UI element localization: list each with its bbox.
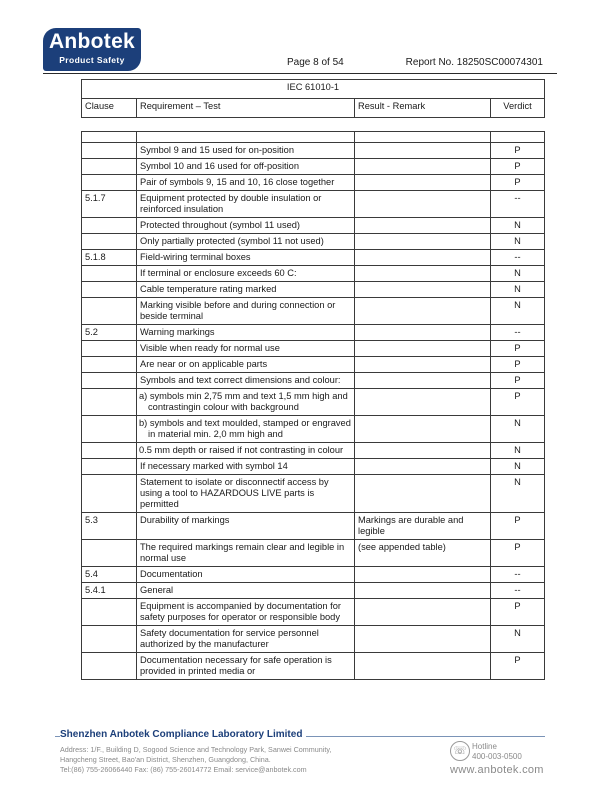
requirements-table (81, 131, 545, 680)
requirement-cell: a) symbols min 2,75 mm and text 1,5 mm high and contrastingin colour with background (137, 389, 355, 416)
clause-cell: 5.2 (82, 325, 137, 341)
table-row (82, 341, 545, 357)
result-cell (355, 325, 491, 341)
requirement-cell: Durability of markings (137, 513, 355, 540)
verdict-cell: N (491, 218, 545, 234)
requirement-cell: Protected throughout (symbol 11 used) (137, 218, 355, 234)
logo-tagline: Product Safety (59, 55, 125, 65)
logo-brand: Anbotek (48, 30, 136, 53)
requirement-cell: Symbol 10 and 16 used for off-position (137, 159, 355, 175)
requirement-cell: 0.5 mm depth or raised if not contrasting in colour (137, 443, 355, 459)
verdict-cell: N (491, 266, 545, 282)
clause-cell (82, 143, 137, 159)
column-header-clause: Clause (82, 99, 137, 118)
clause-cell (82, 159, 137, 175)
verdict-cell: P (491, 540, 545, 567)
requirement-cell: Documentation necessary for safe operation is provided in printed media or (137, 653, 355, 680)
table-row (82, 266, 545, 282)
table-row (82, 653, 545, 680)
clause-cell (82, 266, 137, 282)
table-row (82, 250, 545, 266)
clause-cell (82, 599, 137, 626)
requirement-cell: If necessary marked with symbol 14 (137, 459, 355, 475)
clause-cell: 5.4 (82, 567, 137, 583)
standard-title: IEC 61010-1 (82, 80, 545, 99)
verdict-cell: P (491, 389, 545, 416)
table-row (82, 389, 545, 416)
requirement-cell: Safety documentation for service personnel authorized by the manufacturer (137, 626, 355, 653)
clause-cell (82, 416, 137, 443)
requirement-cell: Cable temperature rating marked (137, 282, 355, 298)
requirement-cell: b) symbols and text moulded, stamped or engraved in material min. 2,0 mm high and (137, 416, 355, 443)
result-cell (355, 599, 491, 626)
address-line-1: Address: 1/F., Building D, Sogood Science and Technology Park, Sanwei Community, (60, 745, 332, 754)
phone-icon: ☏ (450, 741, 470, 761)
clause-cell (82, 282, 137, 298)
result-cell (355, 132, 491, 143)
verdict-cell: -- (491, 250, 545, 266)
table-row (82, 583, 545, 599)
header-divider (43, 73, 557, 74)
clause-cell (82, 540, 137, 567)
result-cell (355, 373, 491, 389)
table-row (82, 132, 545, 143)
verdict-cell: P (491, 175, 545, 191)
clause-cell (82, 298, 137, 325)
result-cell (355, 175, 491, 191)
table-row (82, 599, 545, 626)
requirement-cell: Pair of symbols 9, 15 and 10, 16 close together (137, 175, 355, 191)
verdict-cell: P (491, 599, 545, 626)
result-cell (355, 341, 491, 357)
result-cell (355, 416, 491, 443)
address-line-2: Hangcheng Street, Bao'an District, Shenzhen, Guangdong, China. (60, 755, 271, 764)
column-header-requirement: Requirement – Test (137, 99, 355, 118)
table-row (82, 459, 545, 475)
verdict-cell: P (491, 373, 545, 389)
clause-cell (82, 443, 137, 459)
result-cell (355, 143, 491, 159)
verdict-cell: N (491, 416, 545, 443)
result-cell (355, 459, 491, 475)
verdict-cell: N (491, 475, 545, 513)
column-header-result: Result - Remark (355, 99, 491, 118)
table-row (82, 540, 545, 567)
requirement-cell: If terminal or enclosure exceeds 60 C: (137, 266, 355, 282)
verdict-cell: -- (491, 325, 545, 341)
result-cell (355, 475, 491, 513)
requirement-cell: Marking visible before and during connection or beside terminal (137, 298, 355, 325)
footer-company: Shenzhen Anbotek Compliance Laboratory Limited (60, 729, 306, 740)
result-cell (355, 626, 491, 653)
company-logo (43, 28, 141, 71)
result-cell (355, 389, 491, 416)
result-cell (355, 357, 491, 373)
verdict-cell: -- (491, 567, 545, 583)
result-cell (355, 234, 491, 250)
verdict-cell: N (491, 443, 545, 459)
footer-address (60, 745, 331, 775)
table-row (82, 443, 545, 459)
verdict-cell: N (491, 298, 545, 325)
table-row (82, 475, 545, 513)
verdict-cell: N (491, 459, 545, 475)
footer-website: www.anbotek.com (450, 764, 544, 776)
result-cell (355, 218, 491, 234)
verdict-cell (491, 132, 545, 143)
verdict-cell: P (491, 341, 545, 357)
requirement-cell: Warning markings (137, 325, 355, 341)
result-cell (355, 583, 491, 599)
verdict-cell: -- (491, 191, 545, 218)
result-cell (355, 653, 491, 680)
requirement-cell: Documentation (137, 567, 355, 583)
requirement-cell: General (137, 583, 355, 599)
requirement-cell: Equipment protected by double insulation or reinforced insulation (137, 191, 355, 218)
table-row (82, 175, 545, 191)
contact-line: Tel:(86) 755-26066440 Fax: (86) 755-26014772 Email: service@anbotek.com (60, 765, 307, 774)
verdict-cell: N (491, 234, 545, 250)
table-row (82, 298, 545, 325)
table-row (82, 159, 545, 175)
clause-cell (82, 626, 137, 653)
table-row (82, 282, 545, 298)
clause-cell (82, 373, 137, 389)
table-row (82, 191, 545, 218)
requirement-cell: Symbols and text correct dimensions and colour: (137, 373, 355, 389)
table-row (82, 234, 545, 250)
clause-cell (82, 218, 137, 234)
clause-cell: 5.4.1 (82, 583, 137, 599)
requirement-cell: Visible when ready for normal use (137, 341, 355, 357)
requirement-cell (137, 132, 355, 143)
requirements-body (82, 132, 545, 680)
result-cell (355, 266, 491, 282)
clause-cell (82, 459, 137, 475)
hotline-label: Hotline (472, 742, 497, 751)
result-cell (355, 250, 491, 266)
clause-cell (82, 132, 137, 143)
clause-cell: 5.1.8 (82, 250, 137, 266)
clause-cell: 5.3 (82, 513, 137, 540)
requirement-cell: Statement to isolate or disconnectif access by using a tool to HAZARDOUS LIVE parts is permitted (137, 475, 355, 513)
table-row (82, 567, 545, 583)
hotline (472, 742, 522, 762)
table-row (82, 416, 545, 443)
result-cell (355, 298, 491, 325)
verdict-cell: P (491, 159, 545, 175)
table-row (82, 626, 545, 653)
clause-cell (82, 341, 137, 357)
result-cell (355, 567, 491, 583)
clause-cell: 5.1.7 (82, 191, 137, 218)
table-row (82, 373, 545, 389)
clause-cell (82, 234, 137, 250)
verdict-cell: P (491, 143, 545, 159)
verdict-cell: N (491, 282, 545, 298)
verdict-cell: P (491, 653, 545, 680)
clause-cell (82, 653, 137, 680)
table-row (82, 357, 545, 373)
clause-cell (82, 175, 137, 191)
requirement-cell: Equipment is accompanied by documentation for safety purposes for operator or responsible body (137, 599, 355, 626)
verdict-cell: P (491, 513, 545, 540)
page-number: Page 8 of 54 (287, 57, 344, 68)
result-cell (355, 282, 491, 298)
requirement-cell: Are near or on applicable parts (137, 357, 355, 373)
table-header (81, 79, 545, 118)
result-cell (355, 191, 491, 218)
requirement-cell: Symbol 9 and 15 used for on-position (137, 143, 355, 159)
result-cell (355, 159, 491, 175)
report-number: Report No. 18250SC00074301 (405, 57, 543, 68)
verdict-cell: P (491, 357, 545, 373)
verdict-cell: N (491, 626, 545, 653)
requirement-cell: The required markings remain clear and legible in normal use (137, 540, 355, 567)
verdict-cell: -- (491, 583, 545, 599)
clause-cell (82, 389, 137, 416)
clause-cell (82, 475, 137, 513)
table-row (82, 218, 545, 234)
clause-cell (82, 357, 137, 373)
result-cell: (see appended table) (355, 540, 491, 567)
requirement-cell: Only partially protected (symbol 11 not used) (137, 234, 355, 250)
hotline-number: 400-003-0500 (472, 752, 522, 761)
result-cell (355, 443, 491, 459)
requirement-cell: Field-wiring terminal boxes (137, 250, 355, 266)
table-row (82, 513, 545, 540)
result-cell: Markings are durable and legible (355, 513, 491, 540)
table-row (82, 325, 545, 341)
table-row (82, 143, 545, 159)
column-header-verdict: Verdict (491, 99, 545, 118)
